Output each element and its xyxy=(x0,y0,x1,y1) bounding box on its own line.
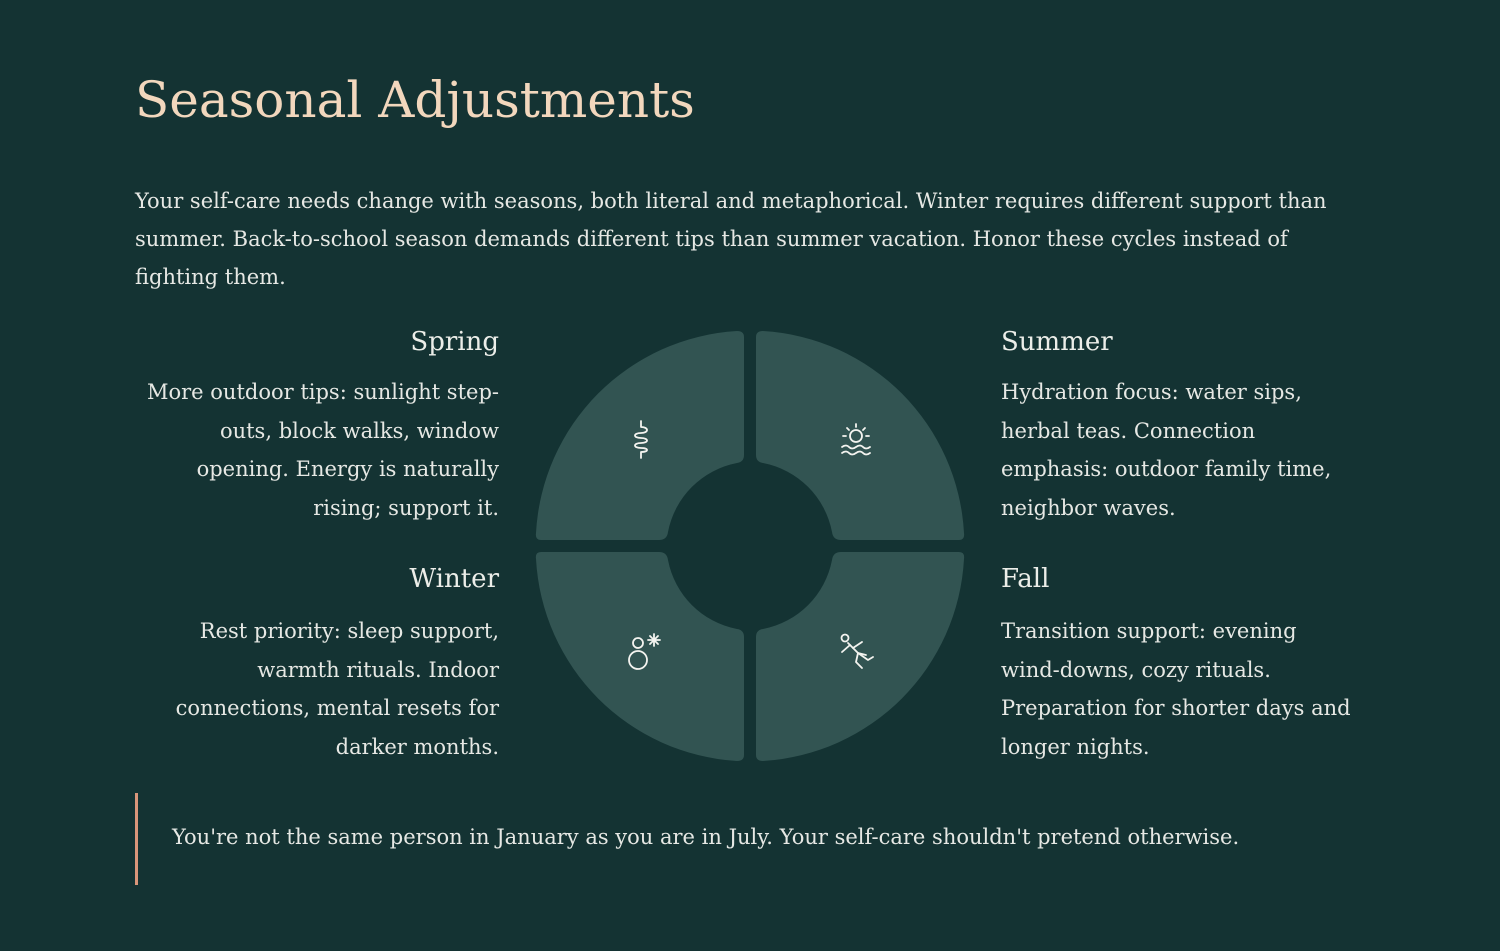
spring-title: Spring xyxy=(410,327,499,357)
season-wheel xyxy=(535,330,965,762)
spring-description: More outdoor tips: sunlight step-outs, block walks, window opening. Energy is naturally rising; support it. xyxy=(147,380,499,520)
intro-paragraph: Your self-care needs change with seasons, both literal and metaphorical. Winter requires different support than summer. Back-to-school season demands different tips than summer vacation. Honor these cycles instead of fighting them. xyxy=(135,189,1327,289)
pull-quote xyxy=(135,793,1360,885)
winter-title: Winter xyxy=(409,564,499,594)
fall-description: Transition support: evening wind-downs, cozy rituals. Preparation for shorter days and longer nights. xyxy=(1001,619,1351,759)
summer-title: Summer xyxy=(1001,327,1113,357)
winter-description: Rest priority: sleep support, warmth rituals. Indoor connections, mental resets for darker months. xyxy=(175,619,499,759)
fall-segment xyxy=(756,552,964,761)
fall-title: Fall xyxy=(1001,564,1050,594)
winter-segment xyxy=(536,552,744,761)
page-title: Seasonal Adjustments xyxy=(135,71,695,129)
spring-segment xyxy=(536,331,744,540)
summer-description: Hydration focus: water sips, herbal teas. Connection emphasis: outdoor family time, neighbor waves. xyxy=(1001,380,1332,520)
quote-text: You're not the same person in January as you are in July. Your self-care shouldn't pretend otherwise. xyxy=(172,825,1240,849)
summer-segment xyxy=(756,331,964,540)
